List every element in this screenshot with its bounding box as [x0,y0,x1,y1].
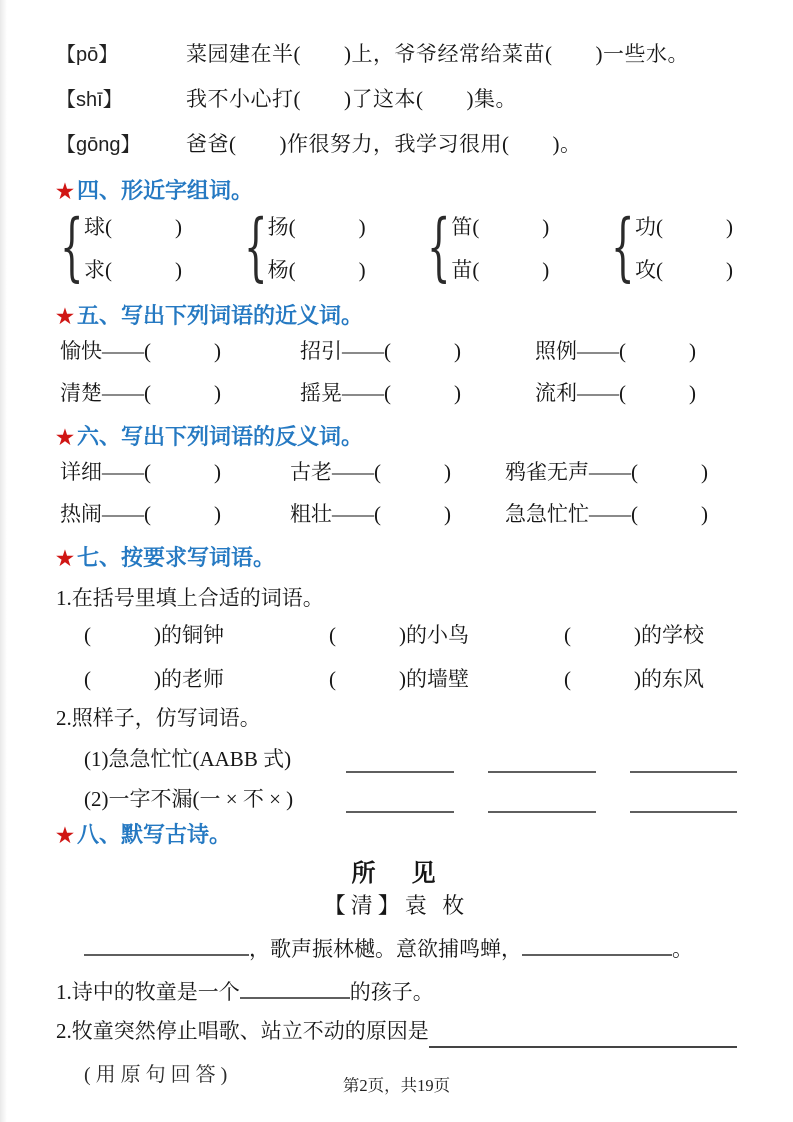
synonym-cell: 愉快——( ) [60,339,221,363]
word-blank: ( ) [105,214,182,239]
word-pair-group [60,204,182,290]
fill-grid [56,619,737,693]
question-1: 1.诗中的牧童是一个 的孩子。 [56,974,737,1010]
section-title: 五、写出下列词语的近义词。 [76,303,363,328]
subprompt-1: 1.在括号里填上合适的词语。 [56,586,324,610]
fill-cell: ( )的学校 [564,623,704,647]
synonym-cell: 照例——( ) [535,339,696,363]
write-line [488,751,596,773]
pinyin-sentence: 爸爸( )作很努力，我学习很用( )。 [186,131,582,156]
word-pair-group [243,204,366,290]
word-blank: ( ) [105,257,182,282]
pinyin-row [56,120,737,165]
subprompt-2: 2.照样子，仿写词语。 [56,706,261,730]
pinyin-sentence: 我不小心打( )了这本( )集。 [186,86,517,111]
antonym-cell: 急急忙忙——( ) [505,502,708,526]
poem-line [56,932,737,966]
write-line [630,751,738,773]
word-blank: ( ) [655,214,733,239]
word-blank: ( ) [472,214,550,239]
write-line [630,791,738,813]
antonym-cell: 鸦雀无声——( ) [505,460,708,484]
antonym-grid [56,458,737,528]
synonym-grid [56,337,737,407]
pattern-item-label: (2)一字不漏(一 × 不 × ) [84,787,294,811]
star-icon: ★ [56,181,74,203]
page-footer: 第2页，共19页 [342,1076,451,1095]
word-top: 功( ) [634,214,733,239]
star-icon: ★ [56,427,74,449]
word-pair-group [427,204,550,290]
synonym-cell: 流利——( ) [535,381,696,405]
poem-line-end: 。 [672,937,693,961]
star-icon: ★ [56,548,74,570]
poem-title: 所 见 [351,861,442,887]
brace-icon: { [610,204,635,290]
fill-cell: ( )的墙壁 [329,667,469,691]
word-pair-group [610,204,733,290]
antonym-cell: 详细——( ) [60,460,221,484]
pinyin-row [56,75,737,120]
fill-cell: ( )的小鸟 [329,623,469,647]
antonym-cell: 热闹——( ) [60,502,221,526]
section-title: 六、写出下列词语的反义词。 [76,424,363,449]
pinyin-row [56,30,737,75]
antonym-cell: 古老——( ) [290,460,451,484]
poem-author: 【清】袁 枚 [323,893,470,918]
answer-note: (用原句回答) [84,1064,233,1086]
synonym-cell: 清楚——( ) [60,381,221,405]
pattern-item-2 [56,773,737,813]
word-blank: ( ) [288,214,366,239]
section-title: 七、按要求写词语。 [76,545,275,570]
section-heading-7 [56,544,737,573]
word-bottom: 苗( ) [451,257,550,282]
question-2: 2.牧童突然停止唱歌、站立不动的原因是 [56,1014,737,1048]
write-line [429,1022,737,1048]
word-pair-row [56,204,737,290]
word-bottom: 求( ) [84,257,182,282]
star-icon: ★ [56,306,74,328]
synonym-cell: 招引——( ) [300,339,461,363]
section-title: 四、形近字组词。 [76,178,253,203]
brace-icon: { [243,204,268,290]
word-top: 扬( ) [267,214,366,239]
poem-blank-line [522,934,672,956]
fill-cell: ( )的铜钟 [84,623,224,647]
word-bottom: 杨( ) [267,257,366,282]
word-blank: ( ) [655,257,733,282]
fill-cell: ( )的老师 [84,667,224,691]
poem-blank-line [84,934,249,956]
write-line [240,977,350,999]
pattern-item-label: (1)急急忙忙(AABB 式) [84,747,292,771]
antonym-cell: 粗壮——( ) [290,502,451,526]
section-heading-6 [56,423,737,452]
write-line [488,791,596,813]
pinyin-sentence: 菜园建在半( )上，爷爷经常给菜苗( )一些水。 [186,41,689,66]
pattern-item-1 [56,733,737,773]
pinyin-label: 【shī】 [56,89,123,111]
brace-icon: { [427,204,451,290]
section-title: 八、默写古诗。 [76,822,231,847]
word-top: 笛( ) [451,214,550,239]
section-heading-8 [56,821,737,850]
write-line [346,791,454,813]
section-heading-5 [56,302,737,331]
poem-line-text: ，歌声振林樾。意欲捕鸣蝉， [249,937,522,961]
word-blank: ( ) [288,257,366,282]
star-icon: ★ [56,825,74,847]
write-line [346,751,454,773]
section-heading-4 [56,177,737,206]
fill-cell: ( )的东风 [564,667,704,691]
word-top: 球( ) [84,214,182,239]
brace-icon: { [60,204,84,290]
word-blank: ( ) [472,257,550,282]
pinyin-label: 【gōng】 [56,134,141,156]
synonym-cell: 摇晃——( ) [300,381,461,405]
pinyin-label: 【pō】 [56,44,119,66]
word-bottom: 攻( ) [634,257,733,282]
